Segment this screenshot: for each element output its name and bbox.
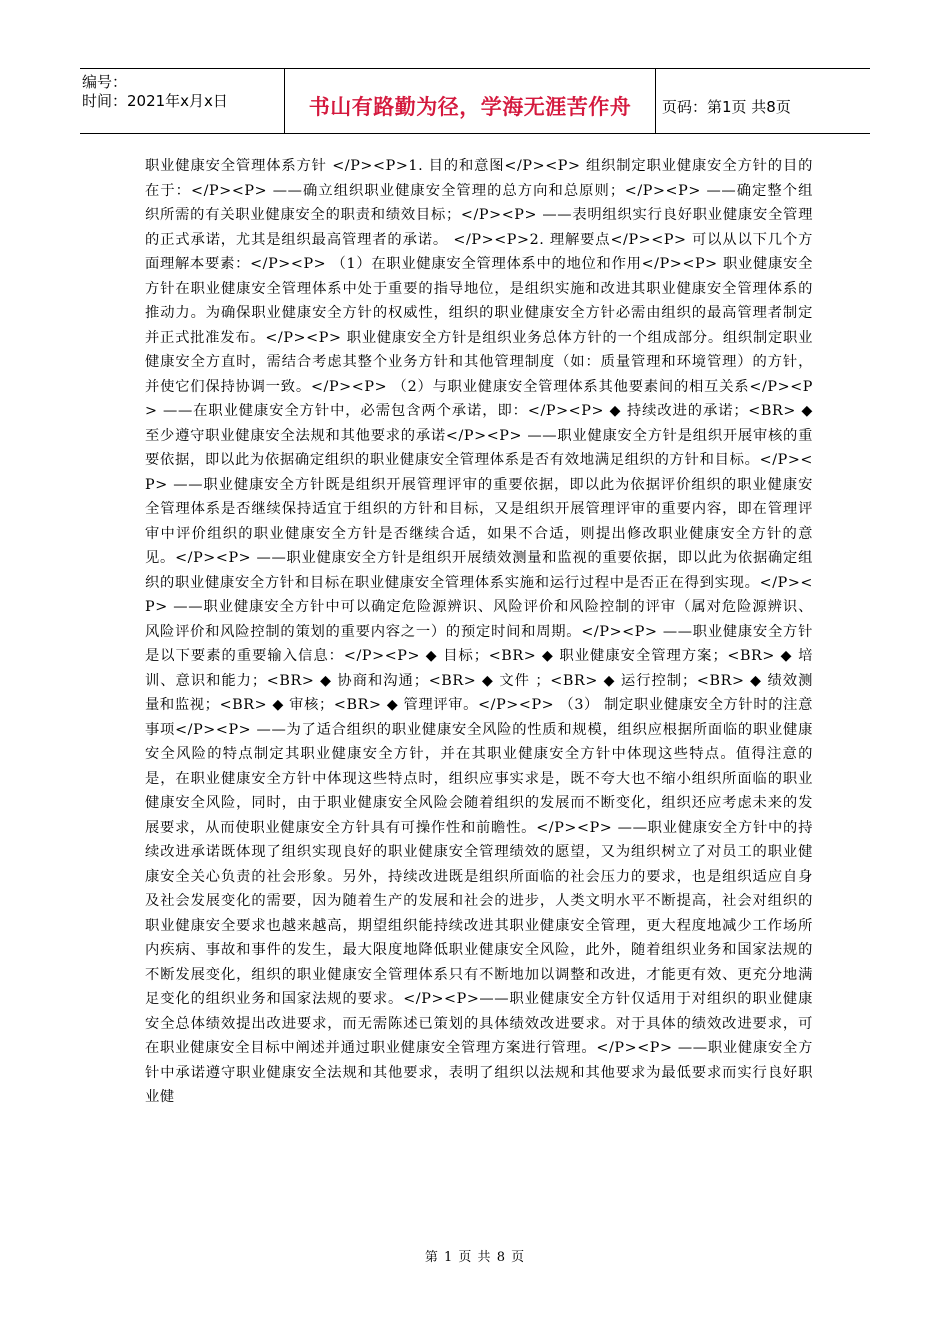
page-footer: 第 1 页 共 8 页 — [424, 1250, 526, 1265]
page-header — [80, 68, 870, 134]
header-meta — [80, 69, 284, 133]
serial-number-label: 编号： — [82, 73, 128, 91]
header-page-cell — [656, 69, 870, 133]
motto-text: 书山有路勤为径，学海无涯苦作舟 — [308, 95, 632, 119]
date-label: 时间：2021年x月x日 — [82, 92, 228, 110]
header-motto-cell — [284, 69, 656, 133]
page-info: 页码：第1页 共8页 — [662, 97, 791, 116]
document-body: 职业健康安全管理体系方针 </P><P>1. 目的和意图</P><P> 组织制定职业健康安全方针的目的在于：</P><P> ——确立组织职业健康安全管理的总方向和总原则；</P><P> ——确定整个组织所需的有关职业健康安全的职责和绩效目标；</P><P> ——表明组织实行良好职业健康安全管理的正式承诺，尤其是组织最高管理者的承诺。 </P><P>2. 理解要点</P><P> 可以从以下几个方面理解本要素：</P><P> （1）在职业健康安全管理体系中的地位和作用</P><P> 职业健康安全方针在职业健康安全管理体系中处于重要的指导地位，是组织实施和改进其职业健康安全管理体系的推动力。为确保职业健康安全方针的权威性，组织的职业健康安全方针必需由组织的最高管理者制定并正式批准发布。</P><P> 职业健康安全方针是组织业务总体方针的一个组成部分。组织制定职业健康安全方直时，需结合考虑其整个业务方针和其他管理制度（如：质量管理和环境管理）的方针，并使它们保持协调一致。</P><P> （2）与职业健康安全管理体系其他要素间的相互关系</P><P> ——在职业健康安全方针中，必需包含两个承诺，即：</P><P> ◆ 持续改进的承诺；<BR> ◆ 至少遵守职业健康安全法规和其他要求的承诺</P><P> ——职业健康安全方针是组织开展审核的重要依据，即以此为依据确定组织的职业健康安全管理体系是否有效地满足组织的方针和目标。</P><P> ——职业健康安全方针既是组织开展管理评审的重要依据，即以此为依据评价组织的职业健康安全管理体系是否继续保持适宜于组织的方针和目标，又是组织开展管理评审的重要内容，即在管理评审中评价组织的职业健康安全方针是否继续合适，如果不合适，则提出修改职业健康安全方针的意见。</P><P> ——职业健康安全方针是组织开展绩效测量和监视的重要依据，即以此为依据确定组织的职业健康安全方针和目标在职业健康安全管理体系实施和运行过程中是否正在得到实现。</P><P> ——职业健康安全方针中可以确定危险源辨识、风险评价和风险控制的评审（属对危险源辨识、风险评价和风险控制的策划的重要内容之一）的预定时间和周期。</P><P> ——职业健康安全方针是以下要素的重要输入信息：</P><P> ◆ 目标；<BR> ◆ 职业健康安全管理方案；<BR> ◆ 培训、意识和能力；<BR> ◆ 协商和沟通；<BR> ◆ 文件 ；<BR> ◆ 运行控制；<BR> ◆ 绩效测量和监视；<BR> ◆ 审核；<BR> ◆ 管理评审。</P><P> （3） 制定职业健康安全方针时的注意事项</P><P> ——为了适合组织的职业健康安全风险的性质和规模，组织应根据所面临的职业健康安全风险的特点制定其职业健康安全方针，并在其职业健康安全方针中体现这些特点。值得注意的是，在职业健康安全方针中体现这些特点时，组织应事实求是，既不夸大也不缩小组织所面临的职业健康安全风险，同时，由于职业健康安全风险会随着组织的发展而不断变化，组织还应考虑未来的发展要求，从而使职业健康安全方针具有可操作性和前瞻性。</P><P> ——职业健康安全方针中的持续改进承诺既体现了组织实现良好的职业健康安全管理绩效的愿望，又为组织树立了对员工的职业健康安全关心负责的社会形象。另外，持续改进既是组织所面临的社会压力的要求，也是组织适应自身及社会发展变化的需要，因为随着生产的发展和社会的进步，人类文明水平不断提高，社会对组织的职业健康安全要求也越来越高，期望组织能持续改进其职业健康安全管理，更大程度地减少工作场所内疾病、事故和事件的发生，最大限度地降低职业健康安全风险，此外，随着组织业务和国家法规的不断发展变化，组织的职业健康安全管理体系只有不断地加以调整和改进，才能更有效、更充分地满足变化的组织业务和国家法规的要求。</P><P>——职业健康安全方针仅适用于对组织的职业健康安全总体绩效提出改进要求，而无需陈述已策划的具体绩效改进要求。对于具体的绩效改进要求，可在职业健康安全目标中阐述并通过职业健康安全管理方案进行管理。</P><P> ——职业健康安全方针中承诺遵守职业健康安全法规和其他要求，表明了组织以法规和其他要求为最低要求而实行良好职业健 — [145, 158, 813, 1105]
